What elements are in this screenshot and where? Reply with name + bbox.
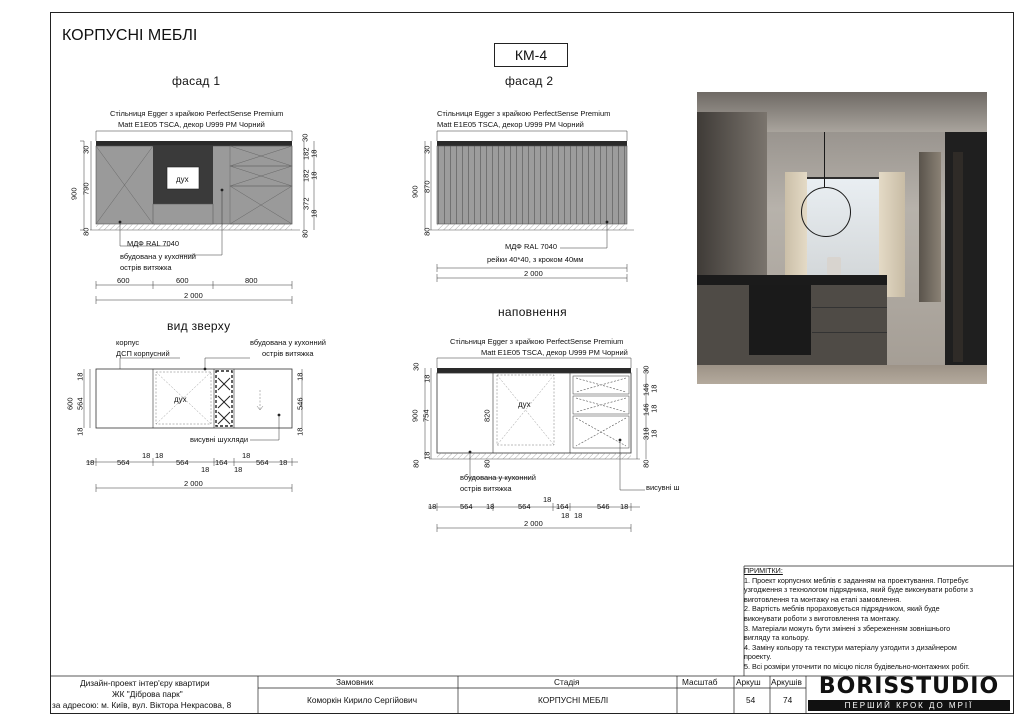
fl-dim-18d: 18 [649, 404, 659, 413]
tv-dim-18b: 18 [75, 427, 85, 436]
tv-dim-18d: 18 [295, 427, 305, 436]
f1-dim-80: 80 [81, 227, 91, 236]
facade-1-drawing [80, 131, 314, 304]
f1-dim-800: 800 [245, 276, 258, 285]
f1-dim-372: 372 [301, 197, 311, 211]
top-view-drawing [84, 358, 305, 492]
fl-dim-146a: 146 [641, 383, 651, 397]
f1-dim-18a: 18 [309, 149, 319, 158]
tv-dim-564a: 564 [117, 458, 130, 467]
f1-dim-80r: 80 [300, 229, 310, 238]
f2-dim-870: 870 [422, 180, 432, 194]
fl-dim-80b: 80 [482, 459, 492, 468]
customer-header: Замовник [336, 677, 374, 687]
stage-header: Стадія [554, 677, 580, 687]
f1-dim-182a: 182 [301, 147, 311, 161]
brand-name: BORISSTUDIO [818, 674, 1000, 699]
f2-countertop-line1: Стільниця Egger з крайкою PerfectSense Premium [437, 109, 611, 118]
f1-dim-600a: 600 [117, 276, 130, 285]
tv-hood-line1: вбудована у кухонний [250, 338, 326, 347]
f1-dim-30r: 30 [300, 133, 310, 142]
fl-dim-18f: 18 [428, 502, 437, 511]
fl-dim-80: 80 [411, 459, 421, 468]
notes-block [744, 566, 1010, 676]
f1-dim-182b: 182 [301, 169, 311, 183]
tv-dim-18e: 18 [86, 458, 95, 467]
brand-tagline: ПЕРШИЙ КРОК ДО МРІЇ [808, 700, 1010, 711]
interior-render [697, 92, 987, 384]
tv-dim-18j: 18 [242, 451, 251, 460]
customer-name: Коморкін Кирило Сергійович [307, 695, 418, 705]
notes-line: проекту. [744, 652, 772, 662]
section-facade-2: фасад 2 [505, 74, 554, 88]
f1-hood-line1: вбудована у кухонний [120, 252, 196, 261]
notes-line: виконувати роботи з виготовлення та монтажу. [744, 613, 901, 623]
fl-drawers-label: висувні ш [646, 483, 680, 492]
project-line2: ЖК "Діброва парк" [112, 689, 183, 699]
f2-dim-30: 30 [422, 145, 432, 154]
scale-header: Масштаб [682, 677, 718, 687]
notes-title: ПРИМІТКИ: [744, 566, 783, 575]
tv-carcass-line1: корпус [116, 338, 140, 347]
fl-dim-146b: 146 [641, 403, 651, 417]
tv-dim-546: 546 [295, 397, 305, 411]
fl-dim-30: 30 [411, 362, 421, 371]
notes-line: вигляду та кольору. [744, 633, 810, 643]
tv-carcass-line2: ДСП корпусний [116, 349, 170, 358]
f2-mdf-label: МДФ RAL 7040 [505, 242, 558, 251]
fl-dim-18j: 18 [574, 511, 583, 520]
f2-slats-label: рейки 40*40, з кроком 40мм [487, 255, 584, 264]
f1-dim-790: 790 [81, 182, 91, 196]
section-top-view: вид зверху [167, 319, 231, 333]
fl-dim-18c: 18 [649, 384, 659, 393]
notes-line: 2. Вартість меблів прораховується підрядником, який буде [744, 604, 940, 614]
notes-line: 4. Заміну кольору та текстури матеріалу узгодити з дизайнером [744, 642, 957, 652]
f1-dim-2000: 2 000 [184, 291, 203, 300]
tv-dim-564b: 564 [176, 458, 189, 467]
brand-logo [806, 675, 1012, 711]
fl-dim-18g: 18 [486, 502, 495, 511]
fl-dim-564b: 564 [518, 502, 531, 511]
sheet-code: КМ-4 [494, 43, 568, 67]
fl-dim-2000: 2 000 [524, 519, 543, 528]
section-facade-1: фасад 1 [172, 74, 221, 88]
tv-dim-18f: 18 [142, 451, 151, 460]
f2-dim-80: 80 [422, 227, 432, 236]
tv-dim-18c: 18 [295, 372, 305, 381]
fl-dim-546: 546 [597, 502, 610, 511]
tv-drawers-label: висувні шухляди [190, 435, 249, 444]
fl-oven-label: дух [518, 400, 531, 409]
project-line1: Дизайн-проект інтер'єру квартири [80, 678, 210, 688]
tv-dim-18i: 18 [234, 465, 243, 474]
fl-dim-18i: 18 [561, 511, 570, 520]
project-line3: за адресою: м. Київ, вул. Віктора Некрасова, 8 [52, 700, 232, 710]
sheet-header: Аркуш [736, 677, 761, 687]
f1-hood-line2: острів витяжка [120, 263, 172, 272]
countertop-2 [437, 141, 627, 146]
sheet-number: 54 [746, 695, 756, 705]
filling-drawing [421, 358, 646, 532]
tv-dim-18g: 18 [155, 451, 164, 460]
tv-hood-line2: острів витяжка [262, 349, 314, 358]
fl-dim-318: 318 [641, 427, 651, 441]
tv-dim-164: 164 [215, 458, 228, 467]
fl-dim-18a: 18 [422, 374, 432, 383]
fl-dim-754: 754 [421, 409, 431, 423]
fl-dim-564a: 564 [460, 502, 473, 511]
tv-dim-564c: 564 [256, 458, 269, 467]
fl-countertop-line2: Matt E1E05 TSCA, декор U999 PM Чорний [481, 348, 628, 357]
countertop-1 [96, 141, 292, 146]
tv-dim-18h: 18 [201, 465, 210, 474]
fl-dim-164: 164 [556, 502, 569, 511]
f1-dim-18b: 18 [309, 171, 319, 180]
notes-line: узгодження з технологом підрядника, який буде виконувати роботи з [744, 585, 974, 595]
tv-oven-label: дух [174, 395, 187, 404]
sheet-title: КОРПУСНІ МЕБЛІ [62, 27, 198, 44]
tv-dim-2000: 2 000 [184, 479, 203, 488]
f2-dim-900: 900 [410, 185, 420, 199]
fl-dim-820: 820 [482, 409, 492, 423]
slat-panel [437, 146, 627, 224]
f1-countertop-line1: Стільниця Egger з крайкою PerfectSense Premium [110, 109, 284, 118]
fl-dim-18e: 18 [649, 429, 659, 438]
sheets-header: Аркушів [771, 677, 802, 687]
tv-dim-600: 600 [65, 397, 75, 411]
tv-dim-564: 564 [75, 397, 85, 411]
fl-dim-18b: 18 [422, 451, 432, 460]
tv-dim-18a: 18 [75, 372, 85, 381]
fl-dim-18k: 18 [620, 502, 629, 511]
fl-hood-line1: вбудована у кухонний [460, 473, 536, 482]
f1-dim-18c: 18 [309, 209, 319, 218]
f1-dim-30: 30 [81, 145, 91, 154]
notes-line: виготовлення та монтажу на етапі замовлення. [744, 594, 902, 604]
fl-dim-80r: 80 [641, 459, 651, 468]
f1-countertop-line2: Matt E1E05 TSCA, декор U999 PM Чорний [118, 120, 265, 129]
tv-dim-18k: 18 [279, 458, 288, 467]
f1-dim-600b: 600 [176, 276, 189, 285]
fl-dim-30r: 30 [641, 365, 651, 374]
fl-dim-18h: 18 [543, 495, 552, 504]
notes-line: 5. Всі розміри уточнити по місцю після будівельно-монтажних робіт. [744, 661, 970, 671]
stage-value: КОРПУСНІ МЕБЛІ [538, 695, 609, 705]
notes-line: 1. Проект корпусних меблів є заданням на проектування. Потребує [744, 575, 969, 585]
sheets-total: 74 [783, 695, 793, 705]
fl-hood-line2: острів витяжка [460, 484, 512, 493]
f2-countertop-line2: Matt E1E05 TSCA, декор U999 PM Чорний [437, 120, 584, 129]
f1-mdf-label: МДФ RAL 7040 [127, 239, 180, 248]
section-filling: наповнення [498, 305, 567, 319]
f1-dim-900: 900 [69, 187, 79, 201]
fl-dim-900: 900 [410, 409, 420, 423]
notes-line: 3. Матеріали можуть бути змінені з збереженням зовнішнього [744, 623, 951, 633]
f2-dim-2000: 2 000 [524, 269, 543, 278]
fl-countertop-line1: Стільниця Egger з крайкою PerfectSense Premium [450, 337, 624, 346]
f1-oven-label: дух [176, 175, 189, 184]
